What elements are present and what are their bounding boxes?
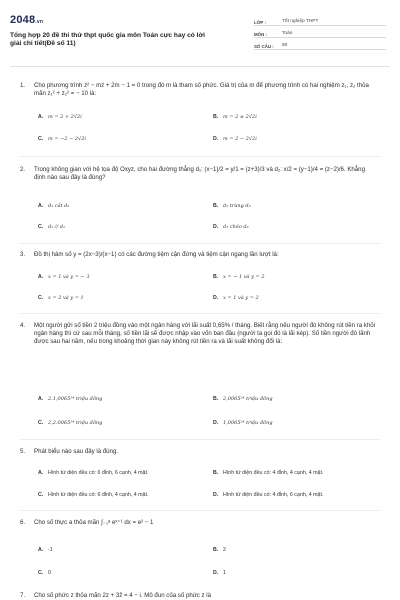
- option-text: 2,0065²⁴ triệu đồng: [223, 396, 273, 402]
- brand-logo[interactable]: [10, 14, 43, 26]
- option-text: Hình tứ diện đều có: 6 đỉnh, 4 cạnh, 4 mặt.: [48, 492, 149, 498]
- option-text: Hình tứ diện đều có: 4 đỉnh, 4 cạnh, 4 mặt.: [223, 470, 324, 476]
- option-text: x = − 1 và y = 2: [223, 274, 265, 280]
- option-text: x = 1 và y = − 3: [48, 274, 90, 280]
- meta-key: MÔN :: [254, 32, 267, 37]
- option-a[interactable]: [38, 395, 102, 403]
- option-b[interactable]: [213, 469, 323, 477]
- option-letter: B.: [213, 396, 219, 402]
- question-number: 5.: [20, 448, 26, 455]
- option-d[interactable]: [213, 294, 259, 302]
- option-c[interactable]: [38, 419, 102, 427]
- option-letter: A.: [38, 203, 44, 209]
- option-text: m = −2 − 2√2i: [48, 136, 86, 142]
- question-text: Cho phương trình z² − mz + 2m − 1 = 0 trong đó m là tham số phức. Giá trị của m để phương trình có hai nghiệm z₁, z₂ thỏa mãn z₁² + z₂² = − 10 là:: [34, 82, 369, 98]
- option-d[interactable]: [213, 491, 323, 499]
- option-c[interactable]: [38, 223, 65, 231]
- question-number: 1.: [20, 82, 26, 89]
- option-letter: A.: [38, 274, 44, 280]
- meta-key: SỐ CÂU :: [254, 44, 274, 49]
- question-7: [20, 592, 378, 600]
- option-text: d₁ cắt d₂: [48, 203, 70, 209]
- question-number: 6.: [20, 519, 26, 526]
- question-text: Trong không gian với hệ tọa độ Oxyz, cho hai đường thẳng d₁: (x−1)/2 = y/1 = (z+3)/3 và d₂: x/2 = (y−1)/4 = (z−2)/6. Khẳng định nào sau đây là đúng?: [34, 166, 365, 182]
- meta-row-class: [254, 14, 386, 26]
- option-text: 0: [48, 570, 51, 576]
- option-letter: D.: [213, 420, 219, 426]
- option-d[interactable]: [213, 135, 257, 143]
- option-text: -1: [48, 547, 53, 553]
- option-letter: A.: [38, 470, 44, 476]
- option-b[interactable]: [213, 395, 273, 403]
- question-2: [20, 166, 378, 182]
- option-letter: A.: [38, 547, 44, 553]
- option-text: 1,0065²⁴ triệu đồng: [223, 420, 273, 426]
- option-text: Hình tứ diện đều có: 4 đỉnh, 6 cạnh, 4 mặt.: [223, 492, 324, 498]
- option-text: 1: [223, 570, 226, 576]
- option-a[interactable]: [38, 469, 148, 477]
- option-c[interactable]: [38, 135, 86, 143]
- option-text: m = 2 − 2√2i: [223, 136, 257, 142]
- option-letter: B.: [213, 547, 219, 553]
- option-d[interactable]: [213, 419, 273, 427]
- question-6: [20, 519, 378, 527]
- question-number: 4.: [20, 322, 26, 329]
- option-a[interactable]: [38, 113, 82, 121]
- meta-row-subject: [254, 26, 386, 38]
- option-a[interactable]: [38, 546, 53, 554]
- question-3: [20, 251, 378, 259]
- option-letter: D.: [213, 570, 219, 576]
- option-letter: C.: [38, 570, 44, 576]
- option-letter: D.: [213, 136, 219, 142]
- option-text: m = 2 ± 2√2i: [223, 114, 257, 120]
- question-text: Cho số thực a thỏa mãn ∫₋₁ᵃ eˣ⁺¹ dx = e² − 1: [34, 519, 154, 526]
- option-text: 2,2.0065²⁴ triệu đồng: [48, 420, 103, 426]
- question-5: [20, 448, 378, 456]
- option-letter: C.: [38, 492, 44, 498]
- brand-name: 2048: [10, 14, 36, 26]
- question-number: 2.: [20, 166, 26, 173]
- question-text: Phát biểu nào sau đây là đúng.: [34, 448, 119, 455]
- option-b[interactable]: [213, 546, 226, 554]
- option-letter: A.: [38, 396, 44, 402]
- option-c[interactable]: [38, 491, 148, 499]
- option-text: x = 2 và y = 1: [48, 295, 84, 301]
- meta-value: 50: [282, 43, 288, 48]
- question-text: Một người gửi số tiền 2 triệu đồng vào một ngân hàng với lãi suất 0,65% / tháng. Biết rằng nếu người đó không rút tiền ra khỏi ngân hàng thì cứ sau mỗi tháng, số tiền lãi sẽ được nhập vào vốn ban đầu (người ta gọi đó là lãi kép). Số tiền người đó lãnh được sau hai năm, nếu trong khoảng thời gian này không rút tiền ra và lãi suất không đổi là:: [34, 322, 375, 346]
- option-text: d₁ chéo d₂: [223, 224, 249, 230]
- option-letter: A.: [38, 114, 44, 120]
- option-letter: C.: [38, 136, 44, 142]
- option-text: d₁ trùng d₂: [223, 203, 251, 209]
- option-letter: D.: [213, 224, 219, 230]
- option-letter: B.: [213, 470, 219, 476]
- option-d[interactable]: [213, 223, 249, 231]
- question-divider: [20, 156, 380, 157]
- option-letter: B.: [213, 274, 219, 280]
- meta-key: LỚP :: [254, 20, 266, 25]
- option-text: 2: [223, 547, 226, 553]
- header-divider: [10, 66, 390, 67]
- option-b[interactable]: [213, 113, 257, 121]
- option-letter: D.: [213, 295, 219, 301]
- option-letter: C.: [38, 420, 44, 426]
- question-4: [20, 322, 378, 347]
- option-a[interactable]: [38, 273, 90, 281]
- question-1: [20, 82, 378, 98]
- question-divider: [20, 313, 380, 314]
- question-text: Cho số phức z thỏa mãn 2z + 3z̄ = 4 − i. Mô đun của số phức z là: [34, 592, 212, 599]
- question-text: Đồ thị hàm số y = (2x−3)/(x−1) có các đường tiệm cận đứng và tiệm cận ngang lần lượt là:: [34, 251, 279, 258]
- meta-value: Toán: [282, 31, 293, 36]
- option-d[interactable]: [213, 569, 226, 577]
- question-divider: [20, 439, 380, 440]
- option-text: x = 1 và y = 2: [223, 295, 259, 301]
- option-text: d₁ // d₂: [48, 224, 65, 230]
- option-letter: C.: [38, 224, 44, 230]
- option-c[interactable]: [38, 569, 51, 577]
- question-number: 3.: [20, 251, 26, 258]
- question-divider: [20, 510, 380, 511]
- meta-row-count: [254, 38, 386, 50]
- option-c[interactable]: [38, 294, 84, 302]
- option-b[interactable]: [213, 202, 251, 210]
- option-letter: C.: [38, 295, 44, 301]
- brand-suffix: .vn: [35, 19, 44, 25]
- exam-title: Tổng hợp 20 đề thi thử thpt quốc gia môn Toán cực hay có lời giải chi tiết(Đề số 11): [10, 32, 206, 48]
- meta-value: Tốt nghiệp THPT: [282, 19, 319, 24]
- option-letter: B.: [213, 114, 219, 120]
- option-text: 2.1,0065²⁴ triệu đồng: [48, 396, 103, 402]
- question-number: 7.: [20, 592, 26, 599]
- question-divider: [20, 243, 380, 244]
- option-a[interactable]: [38, 202, 69, 210]
- option-text: Hình tứ diện đều có: 6 đỉnh, 6 cạnh, 4 mặt.: [48, 470, 149, 476]
- option-letter: D.: [213, 492, 219, 498]
- option-text: m = 2 + 2√2i: [48, 114, 82, 120]
- option-b[interactable]: [213, 273, 265, 281]
- option-letter: B.: [213, 203, 219, 209]
- exam-meta: [254, 14, 386, 50]
